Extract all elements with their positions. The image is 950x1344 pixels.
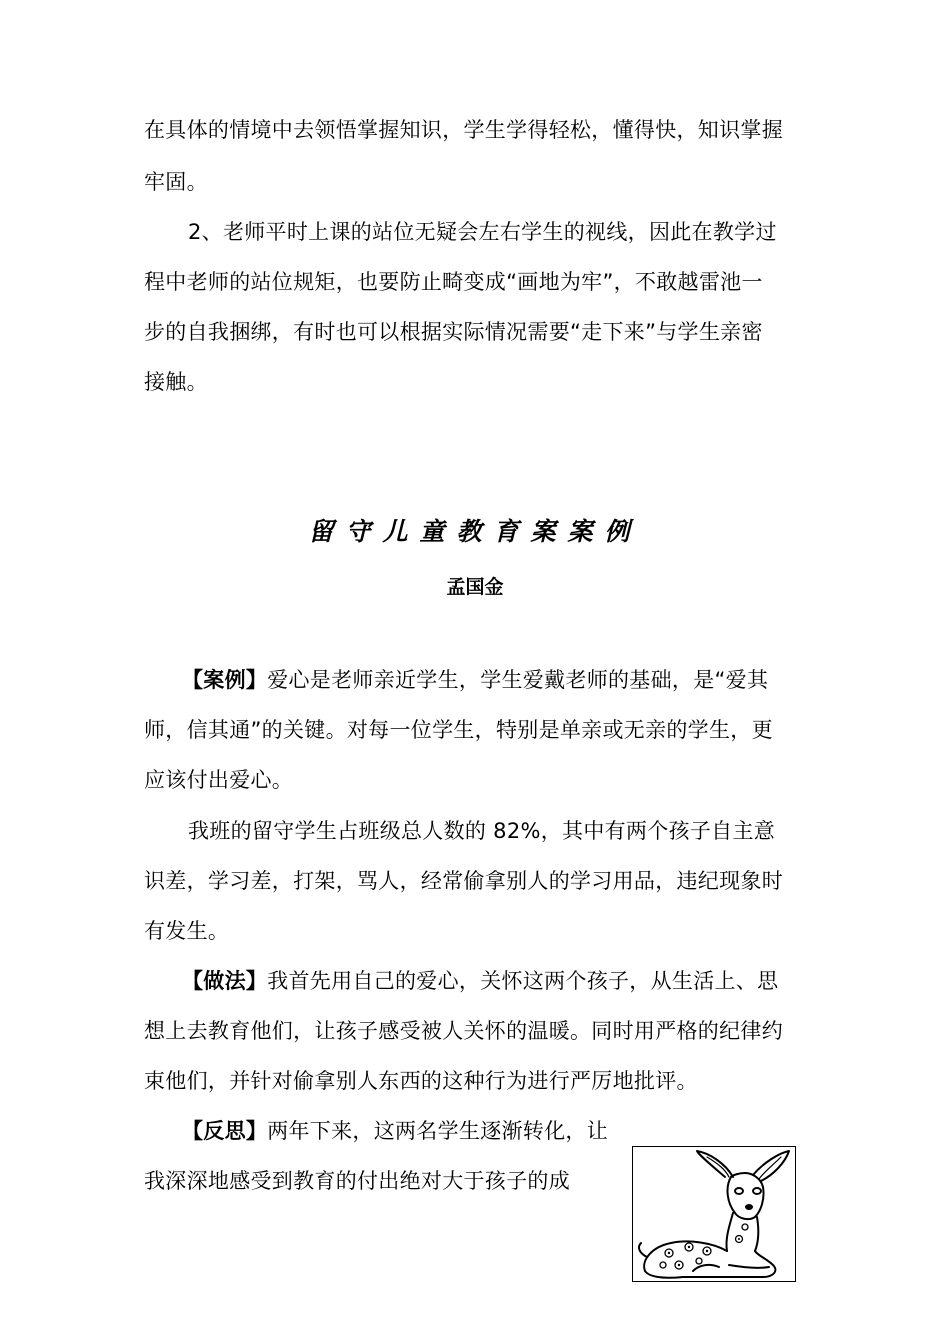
article-author: 孟国金 <box>446 576 504 598</box>
reflection-label: 【反思】 <box>182 1119 268 1143</box>
text-line-1: 在具体的情境中去领悟掌握知识，学生学得轻松，懂得快，知识掌握 <box>144 118 783 142</box>
text-line-5: 步的自我捆绑，有时也可以根据实际情况需要“走下来”与学生亲密 <box>144 320 763 344</box>
para2-line-2: 识差，学习差，打架，骂人，经常偷拿别人的学习用品，违纪现象时 <box>144 869 783 893</box>
method-text-1: 我首先用自己的爱心，关怀这两个孩子，从生活上、思 <box>267 969 779 993</box>
case-text-1: 爱心是老师亲近学生，学生爱戴老师的基础，是“爱其 <box>267 668 769 692</box>
case-paragraph-line-2: 师，信其通”的关键。对每一位学生，特别是单亲或无亲的学生，更 <box>144 718 773 742</box>
method-paragraph-line-2: 想上去教育他们，让孩子感受被人关怀的温暖。同时用严格的纪律约 <box>144 1019 783 1043</box>
text-line-2: 牢固。 <box>144 170 208 194</box>
article-title: 留守儿童教育案案例 <box>308 517 642 546</box>
text-line-4: 程中老师的站位规矩，也要防止畸变成“画地为牢”，不敢越雷池一 <box>144 270 763 294</box>
reflection-paragraph-line-2: 我深深地感受到教育的付出绝对大于孩子的成 <box>144 1169 570 1193</box>
method-paragraph-line-3: 束他们，并针对偷拿别人东西的这种行为进行严厉地批评。 <box>144 1069 698 1093</box>
text-line-6: 接触。 <box>144 370 208 394</box>
reflection-text-1: 两年下来，这两名学生逐渐转化，让 <box>267 1119 609 1143</box>
para2-line-1: 我班的留守学生占班级总人数的 82%，其中有两个孩子自主意 <box>188 819 776 843</box>
case-label: 【案例】 <box>182 668 268 692</box>
reflection-paragraph-line-1 <box>182 1117 608 1145</box>
deer-illustration <box>632 1146 796 1282</box>
text-line-3: 2、老师平时上课的站位无疑会左右学生的视线，因此在教学过 <box>188 220 777 244</box>
method-paragraph-line-1 <box>182 967 778 995</box>
para2-line-3: 有发生。 <box>144 919 230 943</box>
case-paragraph-line-1 <box>182 666 768 694</box>
deer-illustration-icon <box>633 1147 795 1281</box>
case-paragraph-line-3: 应该付出爱心。 <box>144 768 294 792</box>
method-label: 【做法】 <box>182 969 268 993</box>
